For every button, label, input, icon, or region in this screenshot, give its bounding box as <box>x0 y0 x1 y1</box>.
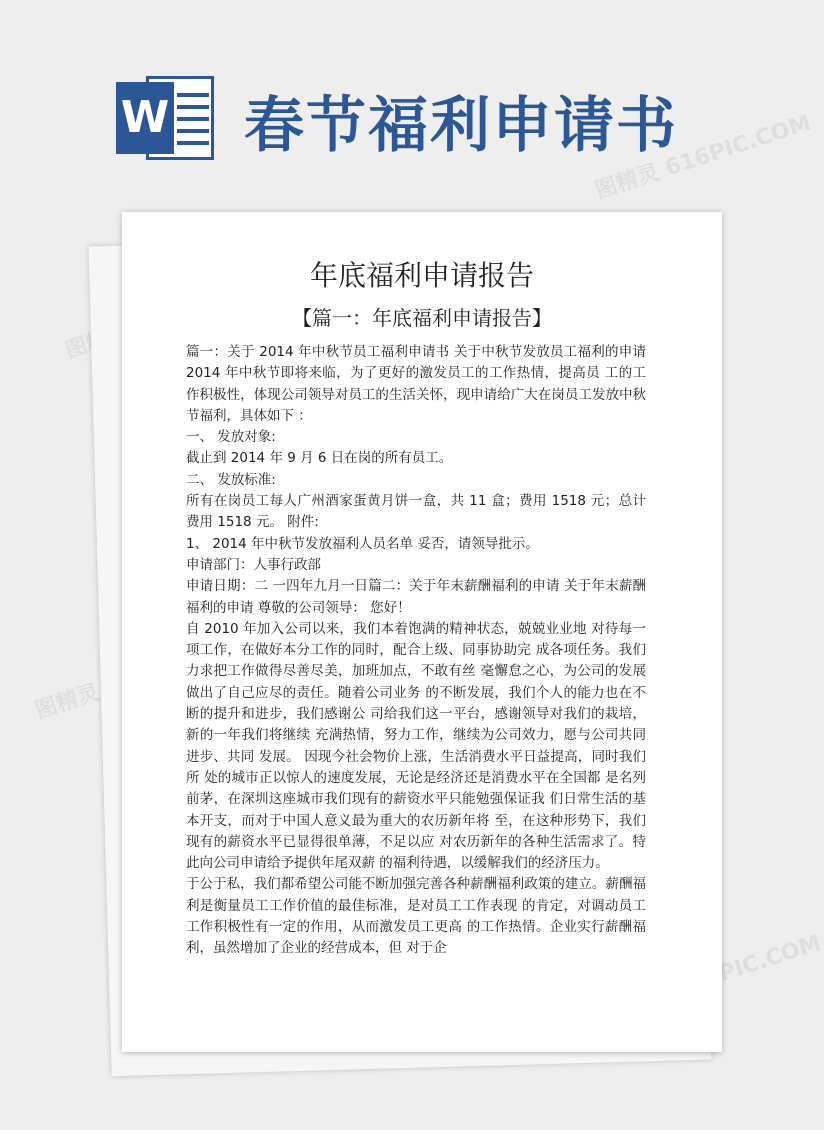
document-page <box>122 212 722 1052</box>
body-paragraph: 于公于私，我们都希望公司能不断加强完善各种薪酬福利政策的建立。薪酬福利是衡量员工工作价值的最佳标准，是对员工工作表现 的肯定，对调动员工工作积极性有一定的作用，从而激发员工更高 的工作热情。企业实行薪酬福利，虽然增加了企业的经营成本，但 对于企 <box>186 876 646 957</box>
watermark-text: 图精灵 616PIC.COM <box>592 110 815 205</box>
document-body <box>186 342 646 960</box>
body-paragraph: 篇一：关于 2014 年中秋节员工福利申请书 关于中秋节发放员工福利的申请 2014 年中秋节即将来临，为了更好的激发员工的工作热情，提高员 工的工作积极性，体现公司领导对员工的生活关怀，现申请给广大在岗员工发放中秋节福利，具体如下 ： <box>186 344 646 424</box>
banner-title: 春节福利申请书 <box>244 91 678 161</box>
watermark-text: 图精灵 <box>32 679 103 725</box>
word-letter-icon: W <box>116 82 174 154</box>
document-subtitle: 【篇一：年底福利申请报告】 <box>292 306 552 330</box>
body-paragraph: 二、 发放标准: <box>186 471 276 488</box>
header-banner <box>0 0 800 200</box>
body-paragraph: 自 2010 年加入公司以来，我们本着饱满的精神状态，兢兢业业地 对待每一项工作，在做好本分工作的同时，配合上级、同事协助完 成各项任务。我们力求把工作做得尽善尽美，加班加点，不敢有丝 毫懈怠之心，为公司的发展做出了自己应尽的责任。随着公司业务 的不断发展，我们个人的能力也在不断的提升和进步，我们感谢公 司给我们这一平台，感谢领导对我们的栽培，新的一年我们将继续 充满热情，努力工作，继续为公司效力，愿与公司共同进步、共同 发展。 因现今社会物价上涨，生活消费水平日益提高，同时我们所 处的城市正以惊人的速度发展，无论是经济还是消费水平在全国都 是名列前茅，在深圳这座城市我们现有的薪资水平只能勉强保证我 们日常生活的基本开支，而对于中国人意义最为重大的农历新年将 至，在这种形势下，我们现有的薪资水平已显得很单薄，不足以应 对农历新年的各种生活需求了。特此向公司申请给予提供年尾双薪 的福利待遇，以缓解我们的经济压力。 <box>186 620 646 872</box>
body-paragraph: 申请日期：二 一四年九月一日篇二：关于年末薪酬福利的申请 关于年末薪酬福利的申请 尊敬的公司领导： 您好！ <box>186 578 646 616</box>
body-paragraph: 所有在岗员工每人广州酒家蛋黄月饼一盒，共 11 盒；费用 1518 元；总计费用 1518 元。 附件: <box>186 493 646 531</box>
document-title: 年底福利申请报告 <box>309 259 534 292</box>
word-document-icon <box>116 76 216 160</box>
body-paragraph: 1、 2014 年中秋节发放福利人员名单 妥否，请领导批示。 <box>186 535 539 552</box>
body-paragraph: 一、 发放对象: <box>186 429 276 446</box>
watermark-text: 616PIC.COM <box>672 930 824 1002</box>
body-paragraph: 截止到 2014 年 9 月 6 日在岗的所有员工。 <box>186 450 453 467</box>
body-paragraph: 申请部门：人事行政部 <box>186 556 321 573</box>
